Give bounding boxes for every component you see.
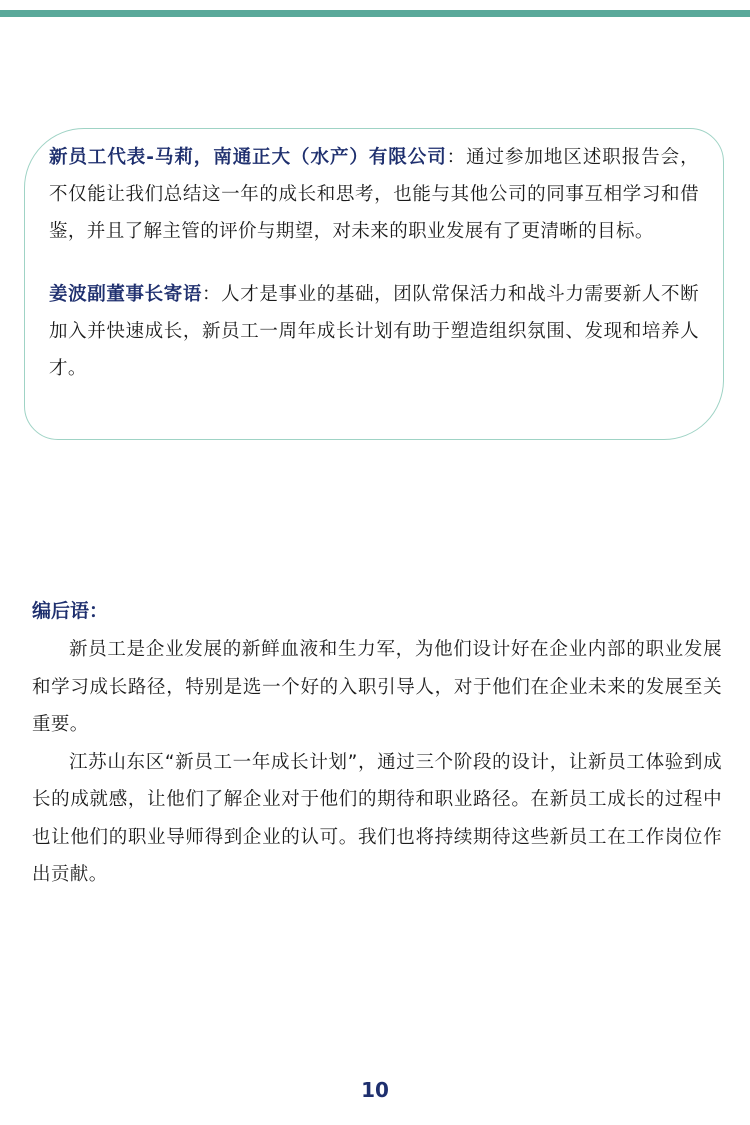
quote-speaker: 姜波副董事长寄语	[49, 284, 202, 305]
quote-separator: ：	[446, 147, 467, 168]
quote-text: 通过参加地区述职报告会，不仅能让我们总结这一年的成长和思考，也能与其他公司的同事互相学习和借鉴，并且了解主管的评价与期望，对未来的职业发展有了更清晰的目标。	[49, 147, 699, 242]
quote-text: 人才是事业的基础，团队常保活力和战斗力需要新人不断加入并快速成长，新员工一周年成长计划有助于塑造组织氛围、发现和培养人才。	[49, 284, 699, 379]
editor-note-paragraph: 江苏山东区“新员工一年成长计划”，通过三个阶段的设计，让新员工体验到成长的成就感，让他们了解企业对于他们的期待和职业路径。在新员工成长的过程中也让他们的职业导师得到企业的认可。我们也将持续期待这些新员工在工作岗位作出贡献。	[32, 751, 722, 885]
page-number: 10	[361, 1078, 389, 1102]
header-accent-bar	[0, 10, 750, 17]
quote-employee	[49, 139, 699, 250]
quote-speaker: 新员工代表-马莉，南通正大（水产）有限公司	[49, 147, 447, 168]
quote-box	[24, 128, 724, 440]
quote-vice-chairman	[49, 276, 699, 387]
quote-separator: ：	[202, 284, 222, 305]
editor-note-paragraph: 新员工是企业发展的新鲜血液和生力军，为他们设计好在企业内部的职业发展和学习成长路径，特别是选一个好的入职引导人，对于他们在企业未来的发展至关重要。	[32, 639, 722, 735]
editor-note-section	[32, 596, 722, 894]
editor-note-title: 编后语：	[32, 600, 109, 622]
